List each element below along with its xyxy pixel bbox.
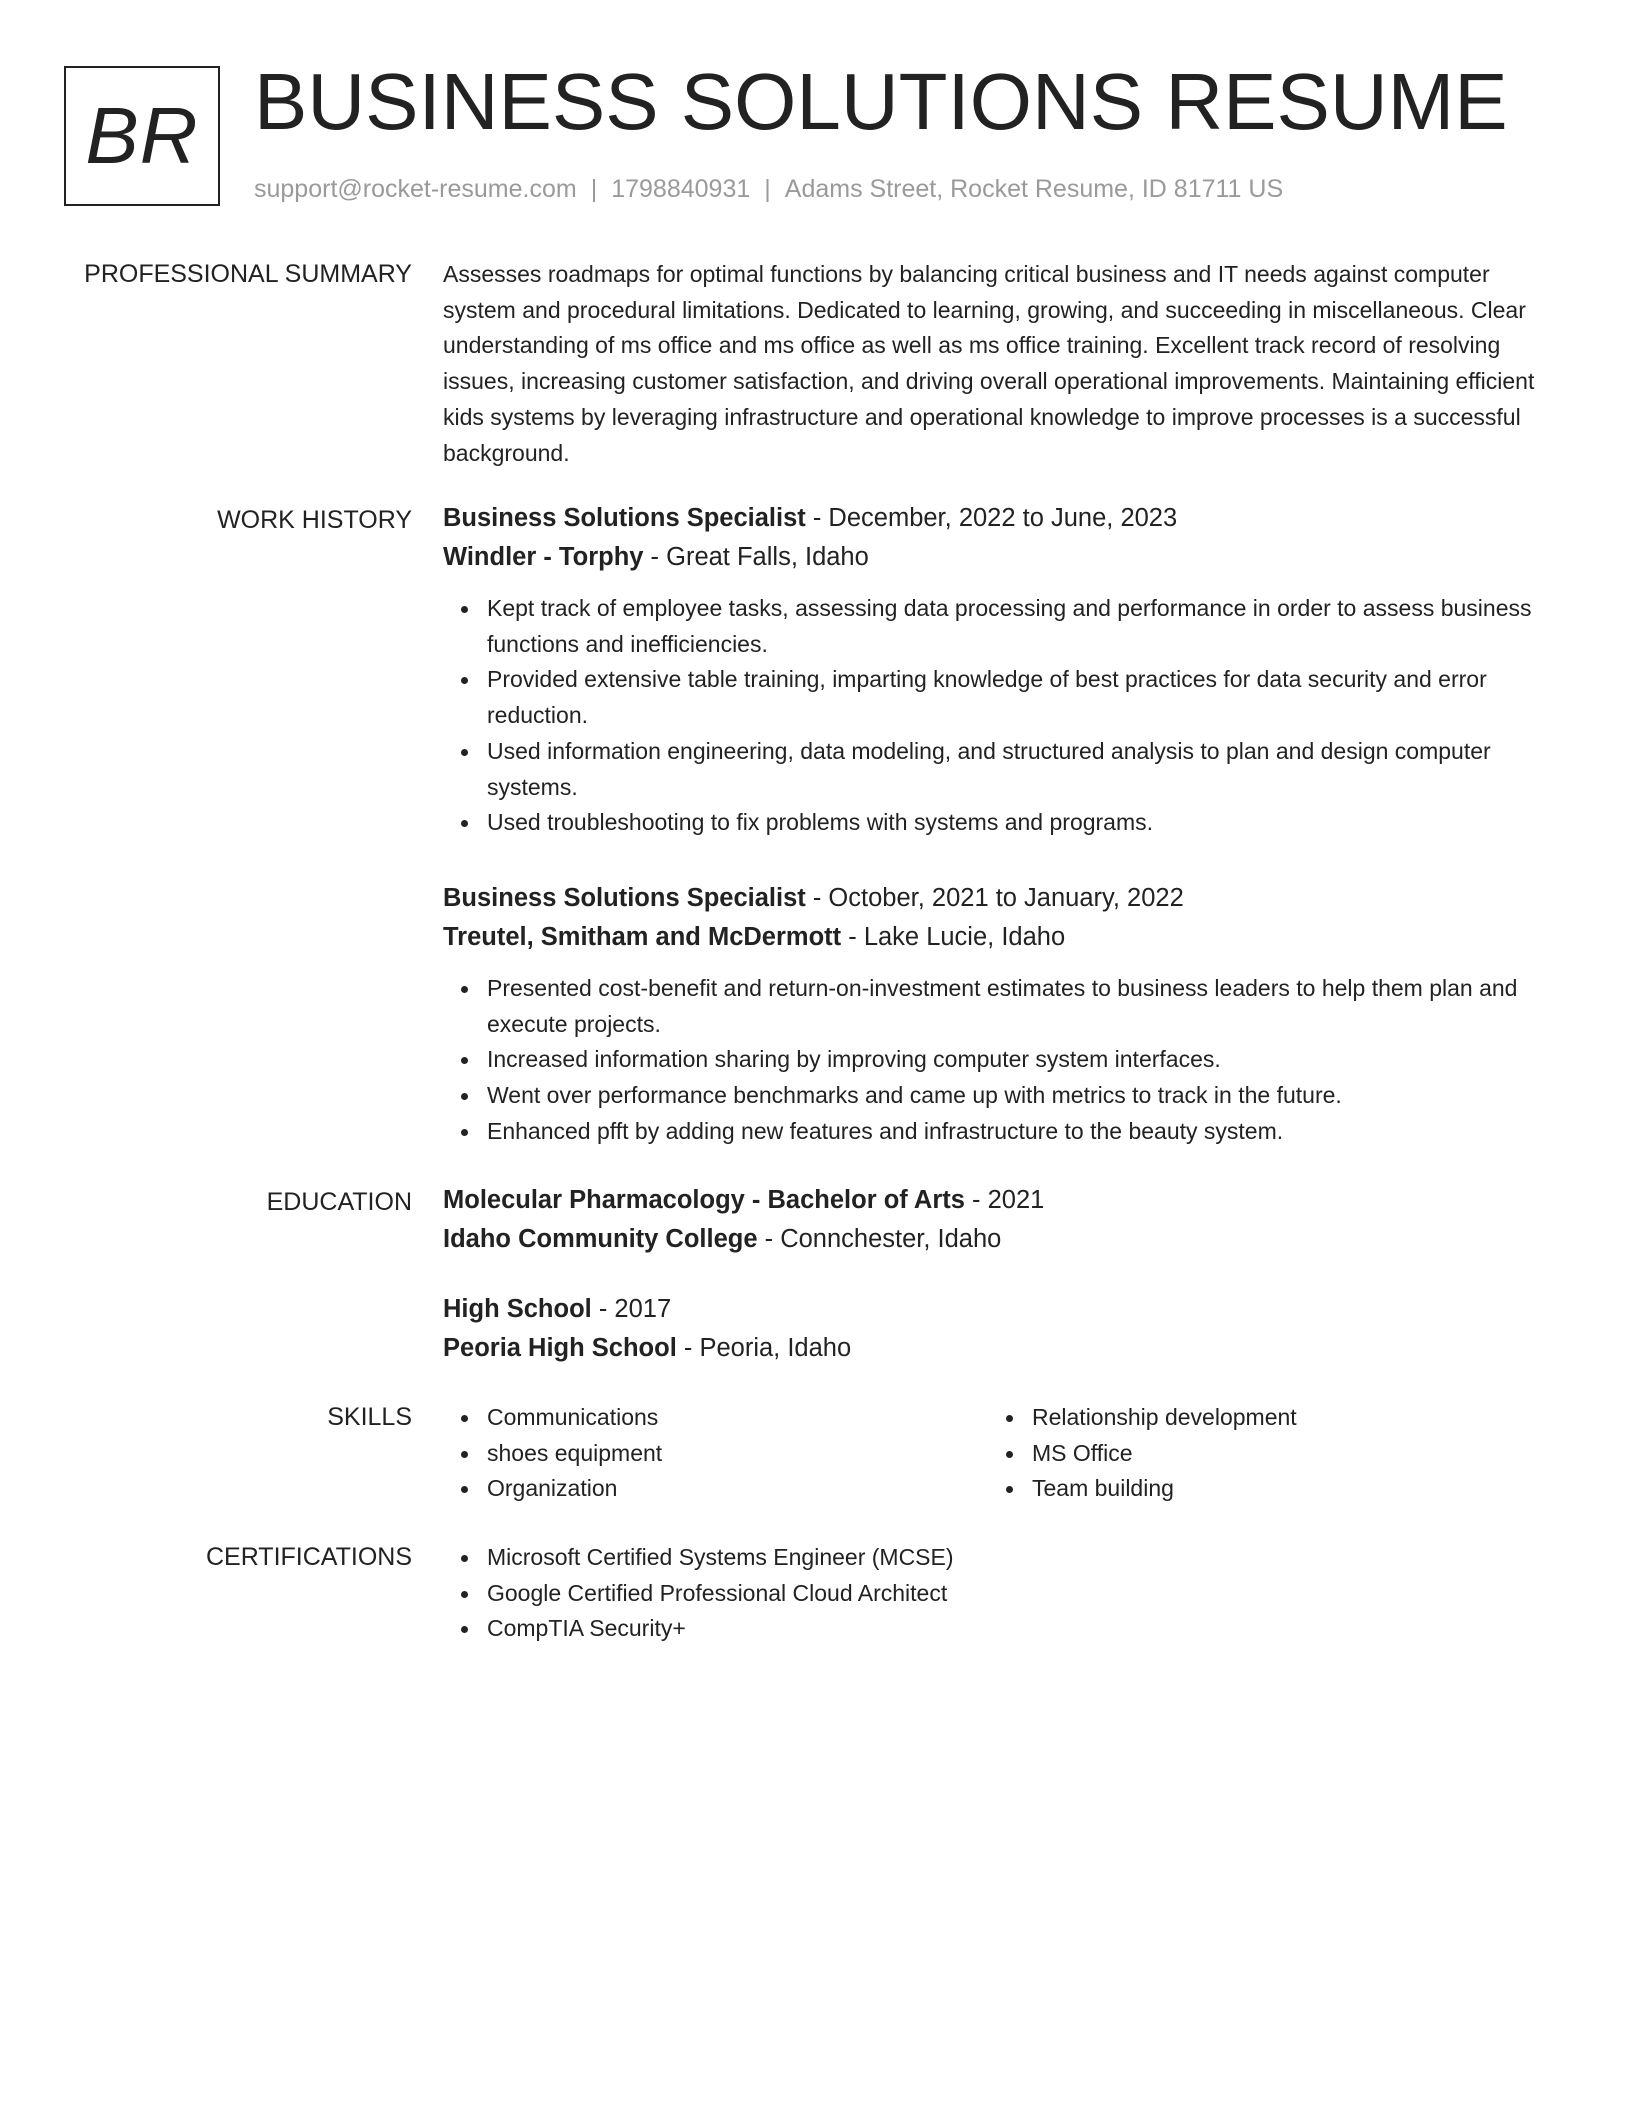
certification-item: CompTIA Security+ (487, 1611, 1553, 1647)
contact-separator: | (764, 175, 771, 203)
education-degree: High School (443, 1295, 592, 1323)
job-company-line (443, 918, 1553, 957)
job-bullet: Kept track of employee tasks, assessing data processing and performance in order to assess business functions and inefficiencies. (487, 591, 1553, 662)
contact-phone: 1798840931 (611, 175, 751, 203)
job-entry (443, 499, 1553, 841)
skill-item: Relationship development (1032, 1400, 1533, 1436)
education-degree-line (443, 1290, 1553, 1329)
job-title: Business Solutions Specialist (443, 883, 806, 912)
monogram-box (64, 66, 220, 206)
monogram-initials: BR (85, 91, 199, 180)
certifications-body (443, 1540, 1553, 1647)
skills-list (443, 1400, 988, 1507)
education-school-line (443, 1329, 1553, 1368)
job-bullets (443, 971, 1553, 1150)
skills-body (443, 1400, 1553, 1507)
skills-list (988, 1400, 1533, 1507)
section-heading: WORK HISTORY (217, 506, 412, 534)
education-location: - Peoria, Idaho (676, 1334, 852, 1362)
job-location: - Lake Lucie, Idaho (841, 922, 1066, 951)
certifications-list (443, 1540, 1553, 1647)
education-entry (443, 1181, 1553, 1259)
education-degree-line (443, 1181, 1553, 1220)
education-body (443, 1181, 1553, 1390)
contact-line (254, 172, 1283, 206)
resume-title: BUSINESS SOLUTIONS RESUME (254, 57, 1508, 146)
summary-body (443, 257, 1553, 471)
job-company: Windler - Torphy (443, 543, 644, 571)
job-title: Business Solutions Specialist (443, 504, 806, 532)
skill-item: Team building (1032, 1471, 1533, 1507)
certification-item: Microsoft Certified Systems Engineer (MCSE) (487, 1540, 1553, 1576)
education-year: - 2017 (591, 1295, 672, 1323)
contact-email: support@rocket-resume.com (254, 175, 577, 203)
skill-item: shoes equipment (487, 1436, 988, 1472)
skill-item: Organization (487, 1471, 988, 1507)
education-school-line (443, 1220, 1553, 1259)
work-history-body (443, 499, 1553, 1171)
job-dates: - December, 2022 to June, 2023 (805, 504, 1178, 532)
skill-item: MS Office (1032, 1436, 1533, 1472)
job-dates: - October, 2021 to January, 2022 (805, 883, 1184, 912)
contact-address: Adams Street, Rocket Resume, ID 81711 US (784, 175, 1284, 203)
certification-item: Google Certified Professional Cloud Architect (487, 1576, 1553, 1612)
job-bullet: Used troubleshooting to fix problems with systems and programs. (487, 805, 1553, 841)
job-bullet: Provided extensive table training, imparting knowledge of best practices for data security and error reduction. (487, 662, 1553, 733)
job-bullet: Enhanced pfft by adding new features and infrastructure to the beauty system. (487, 1114, 1553, 1150)
job-bullet: Increased information sharing by improving computer system interfaces. (487, 1042, 1553, 1078)
skill-item: Communications (487, 1400, 988, 1436)
education-year: - 2021 (964, 1186, 1045, 1214)
job-title-line (443, 499, 1553, 538)
job-entry (443, 879, 1553, 1150)
job-bullets (443, 591, 1553, 841)
education-location: - Connchester, Idaho (757, 1225, 1002, 1253)
job-location: - Great Falls, Idaho (643, 543, 869, 571)
skills-column-right (988, 1400, 1533, 1507)
job-bullet: Presented cost-benefit and return-on-investment estimates to business leaders to help them plan and execute projects. (487, 971, 1553, 1042)
section-heading: CERTIFICATIONS (205, 1543, 412, 1571)
skills-grid (443, 1400, 1553, 1507)
education-entry (443, 1290, 1553, 1368)
summary-text: Assesses roadmaps for optimal functions by balancing critical business and IT needs against computer system and procedural limitations. Dedicated to learning, growing, and succeeding in miscellaneous. Clear understanding of ms office and ms office as well as ms office training. Excellent track record of resolving issues, increasing customer satisfaction, and driving overall operational improvements. Maintaining efficient kids systems by leveraging infrastructure and operational knowledge to improve processes is a successful background. (443, 261, 1535, 466)
job-company: Treutel, Smitham and McDermott (443, 922, 842, 951)
job-bullet: Went over performance benchmarks and came up with metrics to track in the future. (487, 1078, 1553, 1114)
education-school: Idaho Community College (443, 1225, 758, 1253)
section-heading: SKILLS (327, 1403, 412, 1431)
skills-column-left (443, 1400, 988, 1507)
job-title-line (443, 879, 1553, 918)
education-school: Peoria High School (443, 1334, 677, 1362)
job-bullet: Used information engineering, data modeling, and structured analysis to plan and design computer systems. (487, 734, 1553, 805)
section-heading: EDUCATION (266, 1188, 412, 1216)
section-heading: PROFESSIONAL SUMMARY (84, 260, 412, 288)
education-degree: Molecular Pharmacology - Bachelor of Arts (443, 1186, 965, 1214)
job-company-line (443, 538, 1553, 577)
contact-separator: | (590, 175, 598, 203)
